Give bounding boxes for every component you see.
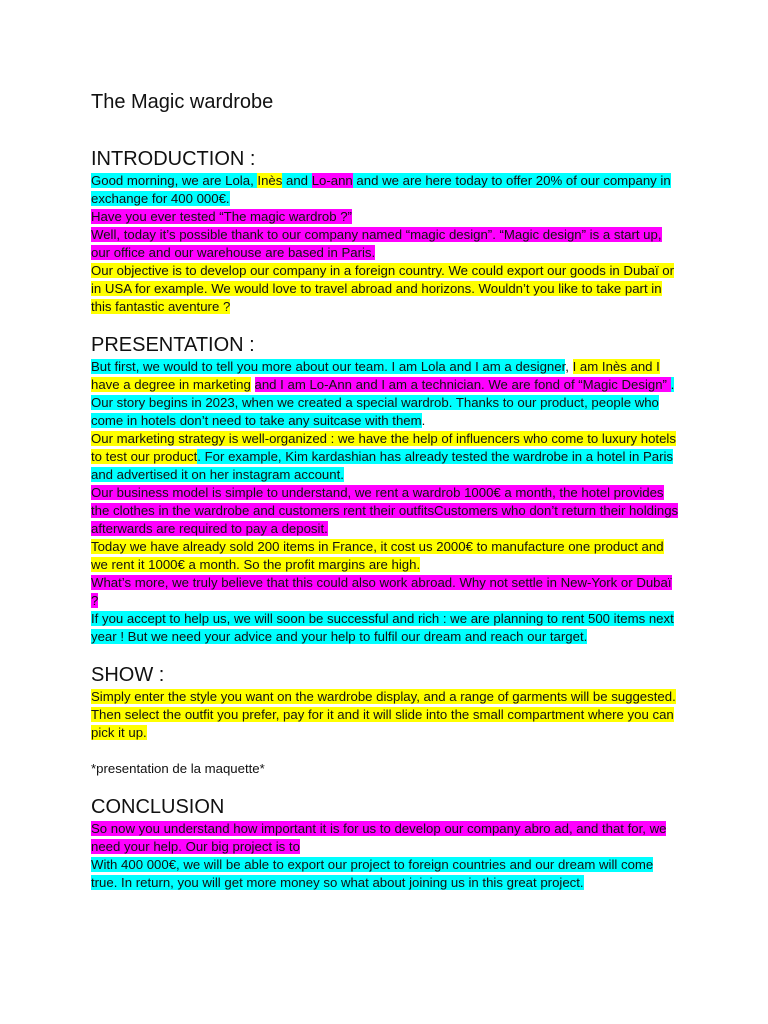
section-heading: PRESENTATION : (91, 334, 255, 356)
highlighted-text: Our objective is to develop our company in a foreign country. We could export our goods in Dubaï or in USA for example. We would love to travel abroad and horizons. Wouldn’t you like to take part in this fantastic aventure ? (91, 263, 675, 314)
section-introduction (91, 146, 681, 316)
highlighted-text: But first, we would to tell you more about our team. I am Lola and I am a designer (91, 359, 566, 374)
highlighted-text: Our business model is simple to understand, we rent a wardrob 1000€ a month, the hotel provides the clothes in the wardrobe and customers rent their outfitsCustomers who don’t return their holdings afterwards are required to pay a deposit. (91, 485, 679, 536)
section-conclusion (91, 794, 681, 892)
paragraph (91, 820, 681, 856)
highlighted-text: I am Inès and I have a degree in marketing (91, 359, 660, 392)
blank-line (91, 742, 681, 760)
highlighted-text: Lo-ann (311, 173, 353, 188)
section-show (91, 662, 681, 778)
highlighted-text: So now you understand how important it is for us to develop our company abro ad, and that for, we need your help. Our big project is to (91, 821, 667, 854)
paragraph (91, 610, 681, 646)
section-heading: SHOW : (91, 664, 165, 686)
highlighted-text: Simply enter the style you want on the wardrobe display, and a range of garments will be suggested. Then select the outfit you prefer, pay for it and it will slide into the small compartment where you can pick it up. (91, 689, 676, 740)
highlighted-text: . (421, 413, 426, 428)
paragraph (91, 430, 681, 484)
highlighted-text (251, 377, 255, 392)
section-presentation (91, 332, 681, 646)
document-title: The Magic wardrobe (91, 91, 274, 113)
highlighted-text: Inès (257, 173, 283, 188)
highlighted-text: Our marketing strategy is well-organized : we have the help of influencers who come to luxury hotels to test our product (91, 431, 676, 464)
highlighted-text: and (282, 173, 312, 188)
highlighted-text: *presentation de la maquette* (91, 761, 265, 776)
highlighted-text: With 400 000€, we will be able to export our project to foreign countries and our dream will come true. In return, you will get more money so what about joining us in this great project. (91, 857, 654, 890)
document-body (91, 88, 681, 908)
paragraph (91, 262, 681, 316)
highlighted-text: If you accept to help us, we will soon be successful and rich : we are planning to rent 500 items next year ! But we need your advice and your help to fulfil our dream and reach our target. (91, 611, 674, 644)
highlighted-text: and I am Lo-Ann and I am a technician. We are fond of “Magic Design” (254, 377, 671, 392)
paragraph (91, 208, 681, 226)
highlighted-text: Good morning, we are Lola, (91, 173, 258, 188)
paragraph (91, 760, 681, 778)
paragraph (91, 172, 681, 208)
paragraph (91, 358, 681, 430)
highlighted-text: Today we have already sold 200 items in France, it cost us 2000€ to manufacture one product and we rent it 1000€ a month. So the profit margins are high. (91, 539, 664, 572)
highlighted-text: Well, today it’s possible thank to our company named “magic design”. “Magic design” is a start up, our office and our warehouse are based in Paris. (91, 227, 662, 260)
paragraph (91, 574, 681, 610)
highlighted-text: . Our story begins in 2023, when we created a special wardrob. Thanks to our product, people who come in hotels don’t need to take any suitcase with them (91, 377, 675, 428)
paragraph (91, 484, 681, 538)
section-heading: INTRODUCTION : (91, 148, 256, 170)
paragraph (91, 538, 681, 574)
highlighted-text: What’s more, we truly believe that this could also work abroad. Why not settle in New-York or Dubaï ? (91, 575, 672, 608)
sections-container (91, 146, 681, 892)
highlighted-text: and we are here today to offer 20% of our company in exchange for 400 000€. (91, 173, 671, 206)
paragraph (91, 226, 681, 262)
section-heading: CONCLUSION (91, 796, 225, 818)
highlighted-text: , (565, 359, 573, 374)
highlighted-text: Have you ever tested “The magic wardrob ?” (91, 209, 352, 224)
paragraph (91, 688, 681, 742)
paragraph (91, 856, 681, 892)
highlighted-text: . For example, Kim kardashian has already tested the wardrobe in a hotel in Paris and advertised it on her instagram account. (91, 449, 674, 482)
